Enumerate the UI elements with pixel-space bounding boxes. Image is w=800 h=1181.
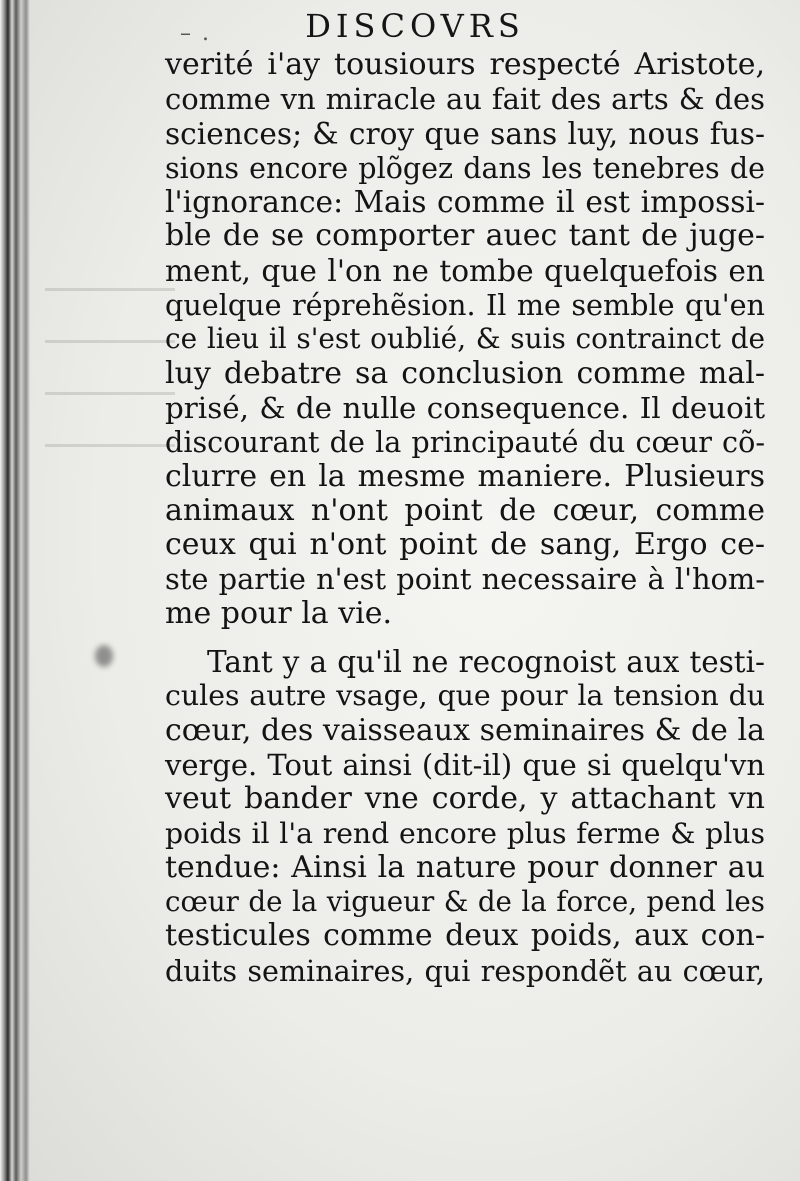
paragraph-1 — [165, 48, 765, 631]
text-line: sions encore plõgez dans les tenebres de — [165, 150, 765, 185]
text-line: duits seminaires, qui respondẽt au cœur, — [165, 953, 765, 988]
text-line: ceux qui n'ont point de sang, Ergo ce- — [165, 527, 765, 563]
text-line: cules autre vsage, que pour la tension du — [165, 679, 765, 713]
ink-smudge — [95, 645, 113, 667]
text-line: cœur de la vigueur & de la force, pend les — [165, 885, 765, 919]
text-line: veut bander vne corde, y attachant vn — [165, 781, 765, 817]
text-line: luy debatre sa conclusion comme mal- — [165, 355, 765, 391]
text-line: prisé, & de nulle consequence. Il deuoit — [165, 390, 765, 425]
text-line: tendue: Ainsi la nature pour donner au — [165, 849, 765, 885]
text-line: sciences; & croy que sans luy, nous fus- — [165, 116, 765, 151]
text-line: animaux n'ont point de cœur, comme — [165, 492, 765, 528]
book-spine-edge — [0, 0, 30, 1181]
text-line: ment, que l'on ne tombe quelquefois en — [165, 253, 765, 288]
text-line: Tant y a qu'il ne recognoist aux testi- — [207, 645, 765, 680]
text-line: verité i'ay tousiours respecté Aristote, — [165, 47, 765, 82]
text-line: clurre en la mesme maniere. Plusieurs — [165, 458, 765, 494]
text-line: cœur, des vaisseaux seminaires & de la — [165, 712, 765, 748]
paragraph-gap — [165, 631, 765, 645]
text-line: comme vn miracle au fait des arts & des — [165, 82, 765, 117]
text-line: ble de se comporter auec tant de juge- — [165, 218, 765, 254]
text-line: l'ignorance: Mais comme il est impossi- — [165, 184, 765, 220]
running-title: DISCOVRS — [305, 7, 525, 45]
text-line: ce lieu il s'est oublié, & suis contrainct de — [165, 322, 765, 356]
text-line: quelque réprehẽsion. Il me semble qu'en — [165, 288, 765, 323]
running-header — [0, 6, 800, 46]
text-line: ste partie n'est point necessaire à l'hom- — [165, 562, 765, 597]
text-line: verge. Tout ainsi (dit-il) que si quelqu'vn — [165, 747, 765, 782]
text-line: discourant de la principauté du cœur cõ- — [165, 425, 765, 460]
bleed-through-texture — [45, 260, 175, 480]
text-line: me pour la vie. — [165, 595, 393, 631]
header-ornament: – . — [180, 21, 211, 46]
body-text — [165, 48, 765, 988]
text-line: poids il l'a rend encore plus ferme & plus — [165, 816, 765, 850]
text-line: testicules comme deux poids, aux con- — [165, 918, 765, 954]
paragraph-2 — [165, 645, 765, 988]
